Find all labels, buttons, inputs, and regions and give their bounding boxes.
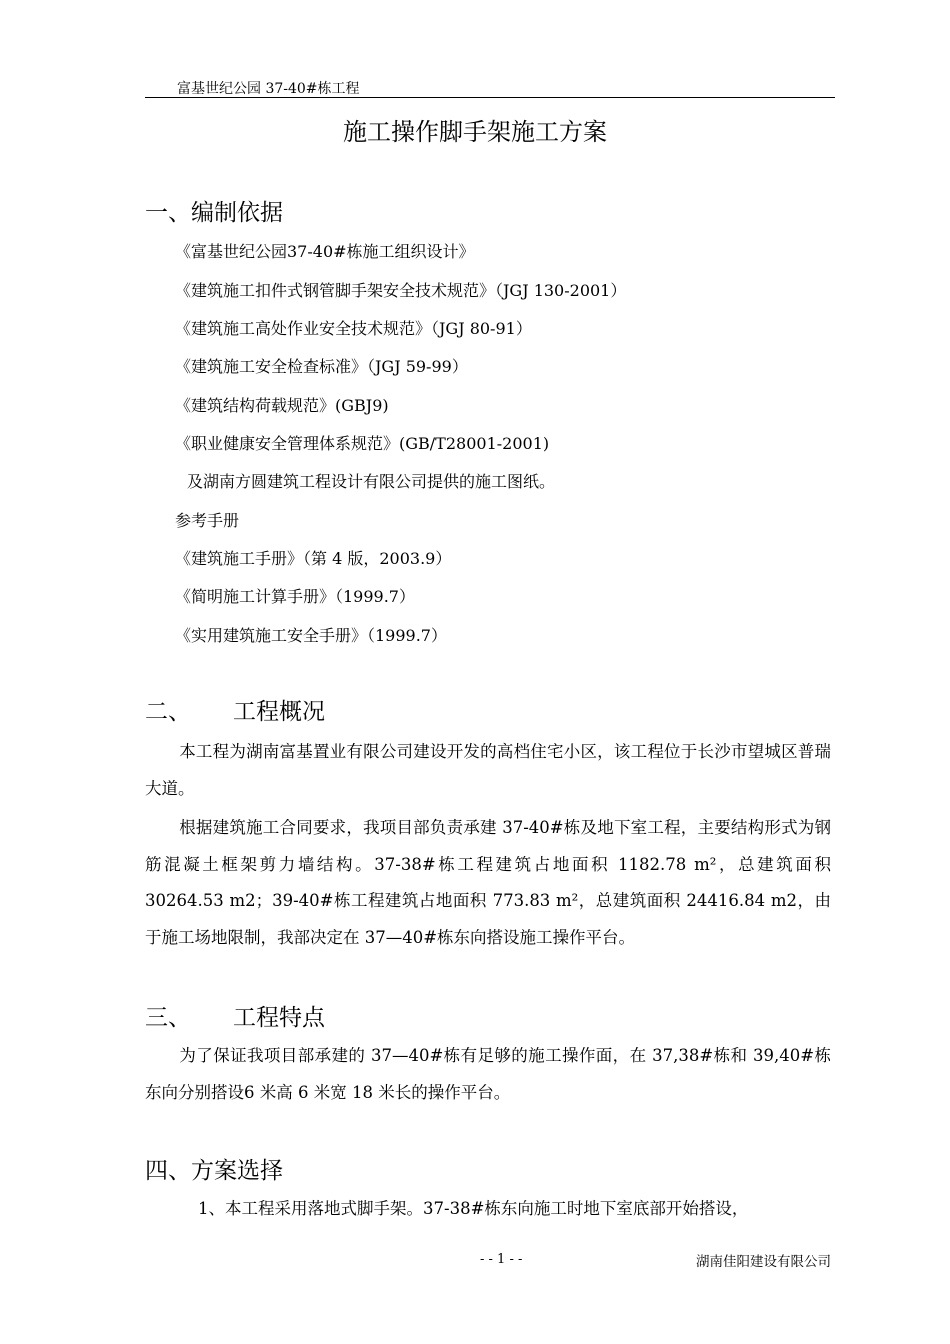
paragraph-text: 1、本工程采用落地式脚手架。37-38#栋东向施工时地下室底部开始搭设， [198,1199,749,1218]
reference-line: 《建筑施工安全检查标准》（JGJ 59-99） [175,357,468,376]
section-number: 二、 [145,699,191,725]
footer-company: 湖南佳阳建设有限公司 [696,1254,831,1270]
section-number: 三、 [145,1005,191,1031]
reference-line: 及湖南方圆建筑工程设计有限公司提供的施工图纸。 [187,472,556,491]
reference-line: 《富基世纪公园37-40#栋施工组织设计》 [175,242,475,261]
reference-line: 《建筑施工扣件式钢管脚手架安全技术规范》（JGJ 130-2001） [175,281,627,300]
reference-subheading: 参考手册 [175,511,240,530]
paragraph [145,1038,831,1111]
section-title: 工程概况 [233,699,325,725]
paragraph [145,734,831,807]
header-project-name: 富基世纪公园 37-40#栋工程 [177,81,360,97]
reference-line: 《简明施工计算手册》（1999.7） [175,587,415,606]
section-heading-features [145,999,325,1032]
reference-line: 《实用建筑施工安全手册》（1999.7） [175,626,447,645]
paragraph-text: 本工程为湖南富基置业有限公司建设开发的高档住宅小区，该工程位于长沙市望城区普瑞大道。 [145,742,831,798]
section-heading-plan: 四、方案选择 [145,1158,283,1184]
section-heading-overview [145,693,325,726]
reference-line: 《职业健康安全管理体系规范》(GB/T28001-2001) [175,434,550,453]
reference-line: 《建筑结构荷载规范》(GBJ9) [175,396,389,415]
document-title: 施工操作脚手架施工方案 [343,118,607,146]
reference-line: 《建筑施工手册》（第 4 版，2003.9） [175,549,452,568]
section-heading-basis: 一、编制依据 [145,200,283,226]
section-title: 工程特点 [233,1005,325,1031]
page-number: - - 1 - - [480,1252,523,1267]
reference-line: 《建筑施工高处作业安全技术规范》（JGJ 80-91） [175,319,532,338]
paragraph-text: 根据建筑施工合同要求，我项目部负责承建 37-40#栋及地下室工程，主要结构形式为钢筋混凝土框架剪力墙结构。37-38#栋工程建筑占地面积 1182.78 m²，总建筑面积 30264.53 m2；39-40#栋工程建筑占地面积 773.83 m²，总建筑面积 24416.84 m2，由于施工场地限制，我部决定在 37—40#栋东向搭设施工操作平台。 [145,818,831,947]
page-header [145,76,835,98]
paragraph [145,810,831,956]
paragraph-text: 为了保证我项目部承建的 37—40#栋有足够的施工操作面，在 37,38#栋和 39,40#栋东向分别搭设6 米高 6 米宽 18 米长的操作平台。 [145,1046,831,1102]
